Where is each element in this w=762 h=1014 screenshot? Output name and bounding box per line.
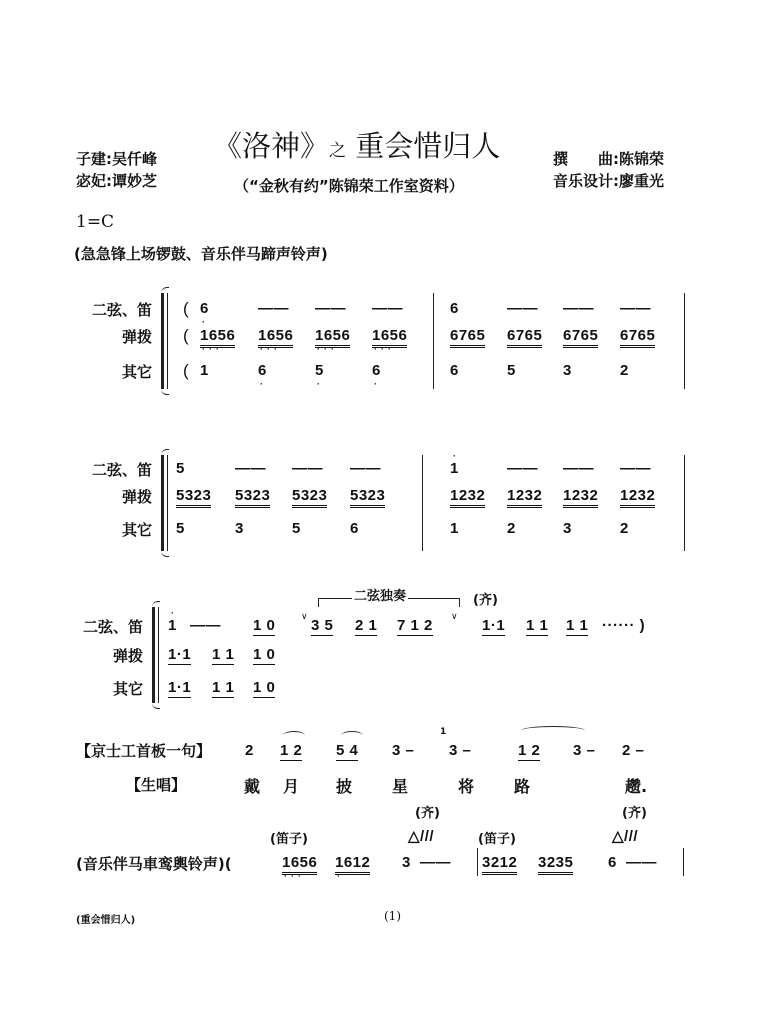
note: [450, 362, 459, 379]
note-text: 1·1: [168, 679, 192, 696]
note-text: 1·1: [168, 646, 192, 663]
note-text: 1 0: [253, 646, 276, 663]
note-text: 1 0: [253, 679, 276, 696]
note: [292, 460, 323, 477]
note-text: ——: [315, 300, 346, 317]
note-text: 1 0: [253, 617, 276, 634]
note: [608, 854, 617, 871]
note-text: 1612: [335, 854, 370, 875]
note: [573, 742, 595, 759]
note: [397, 617, 433, 634]
note: [253, 646, 275, 663]
note-text: 1232: [507, 487, 542, 508]
note: [392, 742, 414, 759]
note: [235, 460, 266, 477]
note: [336, 742, 358, 759]
unison-2: (齐): [622, 806, 647, 821]
lyric-char: 戴: [244, 777, 261, 796]
note-text: 2 –: [622, 742, 645, 759]
note-text: 3: [563, 362, 572, 379]
note-text: 3: [402, 854, 411, 871]
slur: [283, 731, 305, 740]
barline: [433, 293, 434, 389]
note-text: ——: [620, 460, 651, 477]
note: [626, 854, 657, 871]
system-brace: [152, 607, 159, 703]
low-octave-dots: ···: [317, 344, 338, 354]
barline: [684, 455, 685, 551]
note-text: 2: [507, 520, 516, 537]
note: [235, 520, 244, 537]
note: [168, 679, 191, 696]
low-octave-dots: ·: [337, 871, 344, 881]
note-text: 1: [200, 362, 209, 379]
note-text: ——: [235, 460, 266, 477]
note-text: ——: [620, 300, 651, 317]
instrument-label: 弹拨: [121, 488, 152, 506]
note: [563, 487, 598, 504]
lyric-char: 星: [392, 777, 409, 796]
barline: [422, 455, 423, 551]
note: [168, 646, 191, 663]
note-text: 3 5: [311, 617, 334, 634]
note: [258, 300, 289, 317]
note-text: 1232: [563, 487, 598, 508]
note: [168, 608, 177, 634]
lyric-char: 将: [458, 777, 475, 796]
note: [563, 300, 594, 317]
high-octave-dot: ·: [453, 451, 457, 461]
tune-label: 【京士工首板一句】: [76, 742, 212, 760]
note-text: 1656: [372, 327, 407, 348]
credit-composer: 撰 曲:陈锦荣: [553, 150, 664, 168]
note-text: 3235: [538, 854, 573, 875]
note: [176, 460, 185, 477]
note: [176, 487, 211, 504]
note: [315, 300, 346, 317]
note-text: 1 1: [566, 617, 589, 634]
note-text: ······ ): [602, 617, 646, 634]
instrument-label: 二弦、笛: [82, 618, 143, 636]
note: [526, 617, 548, 634]
note: [200, 327, 236, 354]
credit-music: 音乐设计:廖重光: [553, 172, 664, 190]
note: [563, 520, 572, 537]
note-text: 5323: [292, 487, 327, 508]
note-text: 1 2: [280, 742, 303, 759]
note: [482, 854, 517, 871]
note: [315, 327, 351, 354]
note-text: 5: [176, 460, 185, 477]
note-text: 2: [620, 362, 629, 379]
note-text: 7 1 2: [397, 617, 433, 634]
note-text: 6: [608, 854, 617, 871]
note-text: ——: [563, 300, 594, 317]
note: [450, 520, 459, 537]
note: [518, 742, 540, 759]
note: [450, 487, 485, 504]
note-text: 6: [258, 362, 267, 379]
note-text: 1 1: [212, 679, 235, 696]
barline: [477, 848, 478, 876]
note: [620, 487, 655, 504]
note-text: 3212: [482, 854, 517, 875]
low-octave-dots: ···: [260, 344, 281, 354]
note-text: ——: [258, 300, 289, 317]
note: [372, 327, 408, 354]
note: [258, 362, 267, 389]
low-octave-dots: ···: [374, 344, 395, 354]
note: [507, 327, 542, 344]
low-octave-dots: ···: [284, 871, 305, 881]
note-text: 5323: [235, 487, 270, 508]
note-text: 6: [372, 362, 381, 379]
barline: [684, 293, 685, 389]
note-text: 5323: [176, 487, 211, 508]
slur: [521, 726, 585, 735]
singer-label: 【生唱】: [126, 776, 187, 794]
footer-title: (重会惜归人): [76, 915, 136, 926]
note: [622, 742, 644, 759]
note-text: ——: [507, 460, 538, 477]
note: [620, 300, 651, 317]
note-text: ——: [507, 300, 538, 317]
note-text: 1 2: [518, 742, 541, 759]
note: [450, 300, 459, 317]
note-text: 1·1: [482, 617, 506, 634]
note: [538, 854, 573, 871]
note-text: 5 4: [336, 742, 359, 759]
note-text: ——: [350, 460, 381, 477]
note-text: 6765: [450, 327, 485, 348]
note-text: ——: [292, 460, 323, 477]
instrument-label: 其它: [112, 680, 143, 698]
note: [355, 617, 377, 634]
note: [450, 327, 485, 344]
instrument-label: 二弦、笛: [91, 461, 152, 479]
note-text: 1232: [450, 487, 485, 508]
note-text: 1: [168, 617, 177, 634]
system-brace: [161, 455, 168, 551]
note: [620, 520, 629, 537]
low-octave-dots: ·: [260, 379, 267, 389]
instrument-label: 弹拨: [112, 647, 143, 665]
note: [507, 460, 538, 477]
note: [350, 487, 385, 504]
note-text: 1656: [258, 327, 293, 348]
note: [507, 362, 516, 379]
note-text: 5: [176, 520, 185, 537]
lyric-char: 趱.: [625, 777, 648, 796]
note-text: 6: [350, 520, 359, 537]
note: [350, 460, 381, 477]
low-octave-dots: ·: [317, 379, 324, 389]
note: [507, 520, 516, 537]
breath-mark: ∨: [451, 612, 458, 622]
note: [200, 362, 209, 379]
note: [620, 362, 629, 379]
note-text: 6765: [507, 327, 542, 348]
lyric-char: 路: [514, 777, 531, 796]
note-text: 3 –: [449, 742, 472, 759]
open-paren: (: [183, 326, 190, 345]
note-text: 3: [235, 520, 244, 537]
note: [350, 520, 359, 537]
note-text: 5: [292, 520, 301, 537]
note: [602, 617, 645, 634]
score-title: [213, 124, 500, 165]
note: [282, 854, 318, 881]
note: [450, 451, 459, 477]
tremolo-2: △///: [612, 828, 639, 845]
note-text: ——: [626, 854, 657, 871]
note-text: 1656: [315, 327, 350, 348]
note: [253, 679, 275, 696]
note: [482, 617, 505, 634]
cast-2: 宓妃:谭妙芝: [76, 172, 157, 190]
barline: [683, 848, 684, 876]
note: [315, 362, 324, 389]
lyric-char: 月: [283, 777, 300, 796]
solo-label: 二弦独奏: [354, 589, 407, 604]
note: [402, 854, 411, 871]
note-text: 2: [245, 742, 254, 759]
open-paren: (: [183, 299, 190, 318]
flute-label-1: (笛子): [270, 832, 308, 847]
instrument-label: 其它: [121, 363, 152, 381]
note: [507, 300, 538, 317]
note-text: 1 1: [526, 617, 549, 634]
grace-note: 1: [440, 727, 447, 737]
note-text: 3 –: [392, 742, 415, 759]
note-text: 1656: [282, 854, 317, 875]
note: [235, 487, 270, 504]
low-octave-dots: ·: [374, 379, 381, 389]
low-octave-dots: ···: [202, 344, 223, 354]
note-text: 5: [507, 362, 516, 379]
instrument-label: 二弦、笛: [91, 301, 152, 319]
note-text: 6: [200, 300, 209, 317]
note: [311, 617, 333, 634]
note: [620, 460, 651, 477]
note: [335, 854, 371, 881]
low-octave-dots: ·: [202, 317, 209, 327]
title-zhi: 之: [329, 141, 347, 161]
note: [176, 520, 185, 537]
note-text: ——: [563, 460, 594, 477]
unison-1: (齐): [415, 806, 440, 821]
instrument-label: 弹拨: [121, 328, 152, 346]
note-text: 5323: [350, 487, 385, 508]
note: [620, 327, 655, 344]
note: [372, 362, 381, 389]
slur: [341, 731, 363, 740]
note: [563, 362, 572, 379]
note-text: ——: [190, 617, 221, 634]
open-paren: (: [183, 361, 190, 380]
note: [420, 854, 451, 871]
note: [190, 617, 221, 634]
note-text: ——: [372, 300, 403, 317]
note: [292, 487, 327, 504]
note: [258, 327, 294, 354]
note-text: 1 1: [212, 646, 235, 663]
breath-mark: ∨: [301, 612, 308, 622]
unison-label: (齐): [473, 593, 498, 608]
subtitle: （“金秋有约”陈锦荣工作室资料）: [234, 177, 464, 195]
note: [212, 679, 234, 696]
note: [212, 646, 234, 663]
note: [563, 327, 598, 344]
note-text: 1: [450, 460, 459, 477]
note-text: 2: [620, 520, 629, 537]
note: [563, 460, 594, 477]
page-number: (1): [384, 909, 401, 923]
title-sub: 重会惜归人: [355, 129, 501, 163]
note-text: 2 1: [355, 617, 378, 634]
note-text: 1232: [620, 487, 655, 508]
note: [292, 520, 301, 537]
note: [253, 617, 275, 634]
note-text: 3 –: [573, 742, 596, 759]
key-signature: 1=C: [76, 212, 115, 232]
intro-note: (急急锋上场锣鼓、音乐伴马蹄声铃声): [74, 245, 328, 263]
note: [507, 487, 542, 504]
cast-1: 子建:吴仟峰: [76, 150, 157, 168]
note: [280, 742, 302, 759]
note: [566, 617, 588, 634]
note-text: 6: [450, 362, 459, 379]
note-text: 5: [315, 362, 324, 379]
system-brace: [161, 293, 168, 389]
flute-label-2: (笛子): [478, 832, 516, 847]
note-text: 6765: [563, 327, 598, 348]
note: [245, 742, 254, 759]
note-text: ——: [420, 854, 451, 871]
note: [200, 300, 209, 327]
note-text: 3: [563, 520, 572, 537]
note-text: 6: [450, 300, 459, 317]
note-text: 1656: [200, 327, 235, 348]
note-text: 6765: [620, 327, 655, 348]
lyric-char: 披: [336, 777, 353, 796]
accomp-label: (音乐伴马車鸾輿铃声)(: [76, 855, 232, 873]
title-main: 《洛神》: [213, 129, 330, 163]
tremolo-1: △///: [408, 828, 435, 845]
high-octave-dot: ·: [171, 608, 175, 618]
instrument-label: 其它: [121, 521, 152, 539]
note-text: 1: [450, 520, 459, 537]
note: [449, 742, 471, 759]
note: [372, 300, 403, 317]
